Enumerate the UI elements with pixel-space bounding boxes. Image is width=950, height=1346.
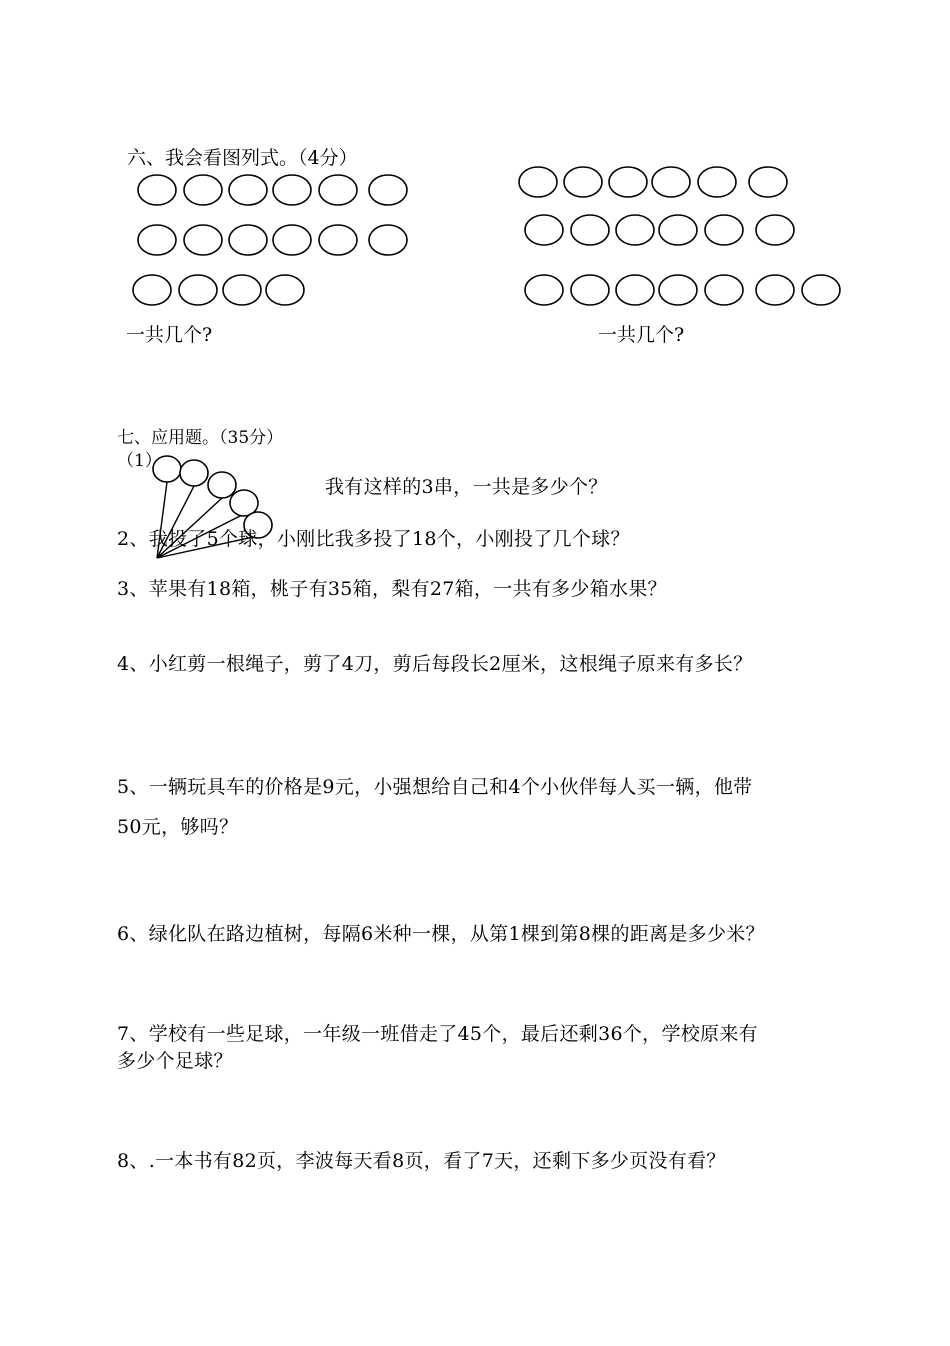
circle <box>525 275 563 305</box>
circle <box>698 167 736 197</box>
question-8: 8、.一本书有82页，李波每天看8页，看了7天，还剩下多少页没有看？ <box>117 1150 726 1172</box>
balloon <box>208 472 236 498</box>
circle <box>756 275 794 305</box>
circle <box>319 225 357 255</box>
q1-number: （1） <box>117 451 162 471</box>
circle <box>184 175 222 205</box>
question-7-line-1: 7、学校有一些足球，一年级一班借走了45个，最后还剩36个，学校原来有 <box>117 1023 758 1045</box>
circle <box>616 275 654 305</box>
section-6-title: 六、我会看图列式。（4分） <box>127 147 358 169</box>
left-question: 一共几个? <box>126 324 213 346</box>
circle <box>609 167 647 197</box>
circle <box>229 225 267 255</box>
circle <box>138 175 176 205</box>
circle <box>369 225 407 255</box>
circle <box>749 167 787 197</box>
right-circle-group <box>519 167 840 305</box>
circle <box>369 175 407 205</box>
circle <box>519 167 557 197</box>
circle <box>652 167 690 197</box>
question-5-line-2: 50元，够吗？ <box>117 816 239 838</box>
balloon <box>180 460 208 486</box>
circle <box>705 215 743 245</box>
circle <box>273 175 311 205</box>
circle <box>571 275 609 305</box>
question-5-line-1: 5、一辆玩具车的价格是9元，小强想给自己和4个小伙伴每人买一辆，他带 <box>117 776 753 798</box>
circle <box>705 275 743 305</box>
circle <box>564 167 602 197</box>
circle <box>223 275 261 305</box>
question-4: 4、小红剪一根绳子，剪了4刀，剪后每段长2厘米，这根绳子原来有多长？ <box>117 653 753 675</box>
section-7-title: 七、应用题。（35分） <box>117 428 284 448</box>
circle <box>319 175 357 205</box>
circle <box>184 225 222 255</box>
left-circle-group <box>133 175 407 305</box>
question-7-line-2: 多少个足球？ <box>117 1050 233 1072</box>
question-6: 6、绿化队在路边植树，每隔6米种一棵，从第1棵到第8棵的距离是多少米？ <box>117 923 765 945</box>
question-1: 我有这样的3串，一共是多少个？ <box>325 476 608 498</box>
circle <box>659 275 697 305</box>
circle <box>659 215 697 245</box>
circle <box>756 215 794 245</box>
circle <box>273 225 311 255</box>
circle <box>802 275 840 305</box>
circle <box>138 225 176 255</box>
circle <box>525 215 563 245</box>
circle <box>229 175 267 205</box>
circle <box>179 275 217 305</box>
right-question: 一共几个? <box>598 324 685 346</box>
question-3: 3、苹果有18箱，桃子有35箱，梨有27箱，一共有多少箱水果？ <box>117 578 667 600</box>
circle <box>133 275 171 305</box>
circle <box>266 275 304 305</box>
circle <box>616 215 654 245</box>
question-2: 2、我投了5个球，小刚比我多投了18个，小刚投了几个球？ <box>117 528 630 550</box>
circle-figures <box>0 0 950 600</box>
circle <box>571 215 609 245</box>
